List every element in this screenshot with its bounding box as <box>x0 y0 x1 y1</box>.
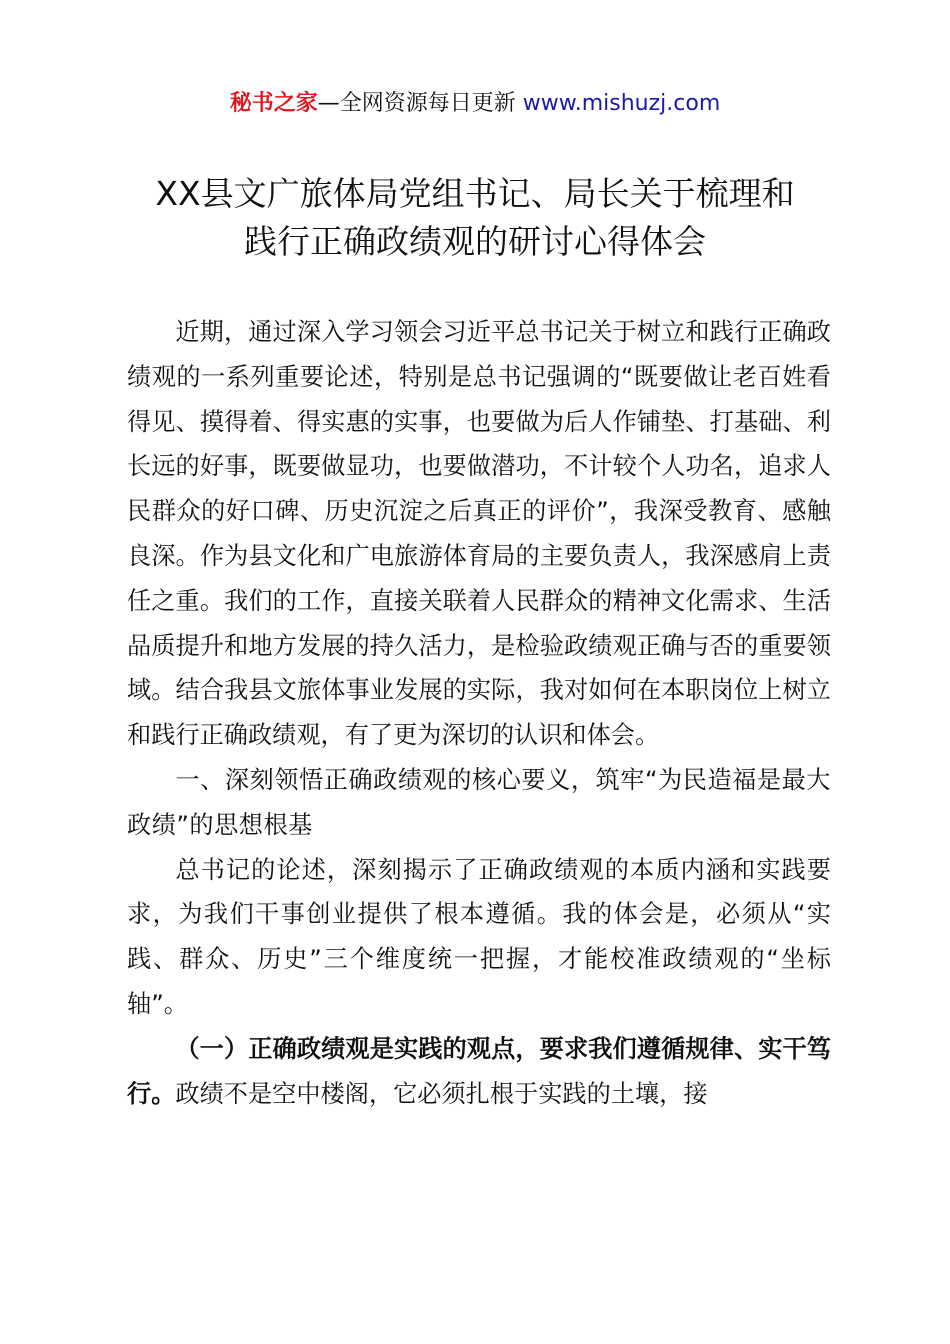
section-1-body: 总书记的论述，深刻揭示了正确政绩观的本质内涵和实践要求，为我们干事创业提供了根本遵循。我的体会是，必须从“实践、群众、历史”三个维度统一把握，才能校准政绩观的“坐标轴”。 <box>127 855 831 1018</box>
document-body <box>127 310 831 1116</box>
subsection-1-paragraph <box>127 1027 831 1117</box>
document-title <box>90 170 860 266</box>
site-url-link[interactable]: www.mishuzj.com <box>522 91 721 116</box>
site-brand: 秘书之家 <box>229 91 318 116</box>
subsection-1-lead: （一）正确政绩观是实践的观点，要求我们遵循规律、实干笃行。 <box>127 1034 831 1108</box>
intro-paragraph: 近期，通过深入学习领会习近平总书记关于树立和践行正确政绩观的一系列重要论述，特别是总书记强调的“既要做让老百姓看得见、摸得着、得实惠的实事，也要做为后人作铺垫、打基础、利长远的好事，既要做显功，也要做潜功，不计较个人功名，追求人民群众的好口碑、历史沉淀之后真正的评价”，我深受教育、感触良深。作为县文化和广电旅游体育局的主要负责人，我深感肩上责任之重。我们的工作，直接关联着人民群众的精神文化需求、生活品质提升和地方发展的持久活力，是检验政绩观正确与否的重要领域。结合我县文旅体事业发展的实际，我对如何在本职岗位上树立和践行正确政绩观，有了更为深切的认识和体会。 <box>127 318 831 750</box>
subsection-1-body: 政绩不是空中楼阁，它必须扎根于实践的土壤，接 <box>175 1079 708 1108</box>
section-1-heading: 一、深刻领悟正确政绩观的核心要义，筑牢“为民造福是最大政绩”的思想根基 <box>127 765 831 839</box>
title-line-2: 践行正确政绩观的研讨心得体会 <box>244 222 706 261</box>
site-tagline: —全网资源每日更新 <box>317 91 523 116</box>
site-header <box>0 88 950 120</box>
title-line-1: XX县文广旅体局党组书记、局长关于梳理和 <box>155 174 795 213</box>
